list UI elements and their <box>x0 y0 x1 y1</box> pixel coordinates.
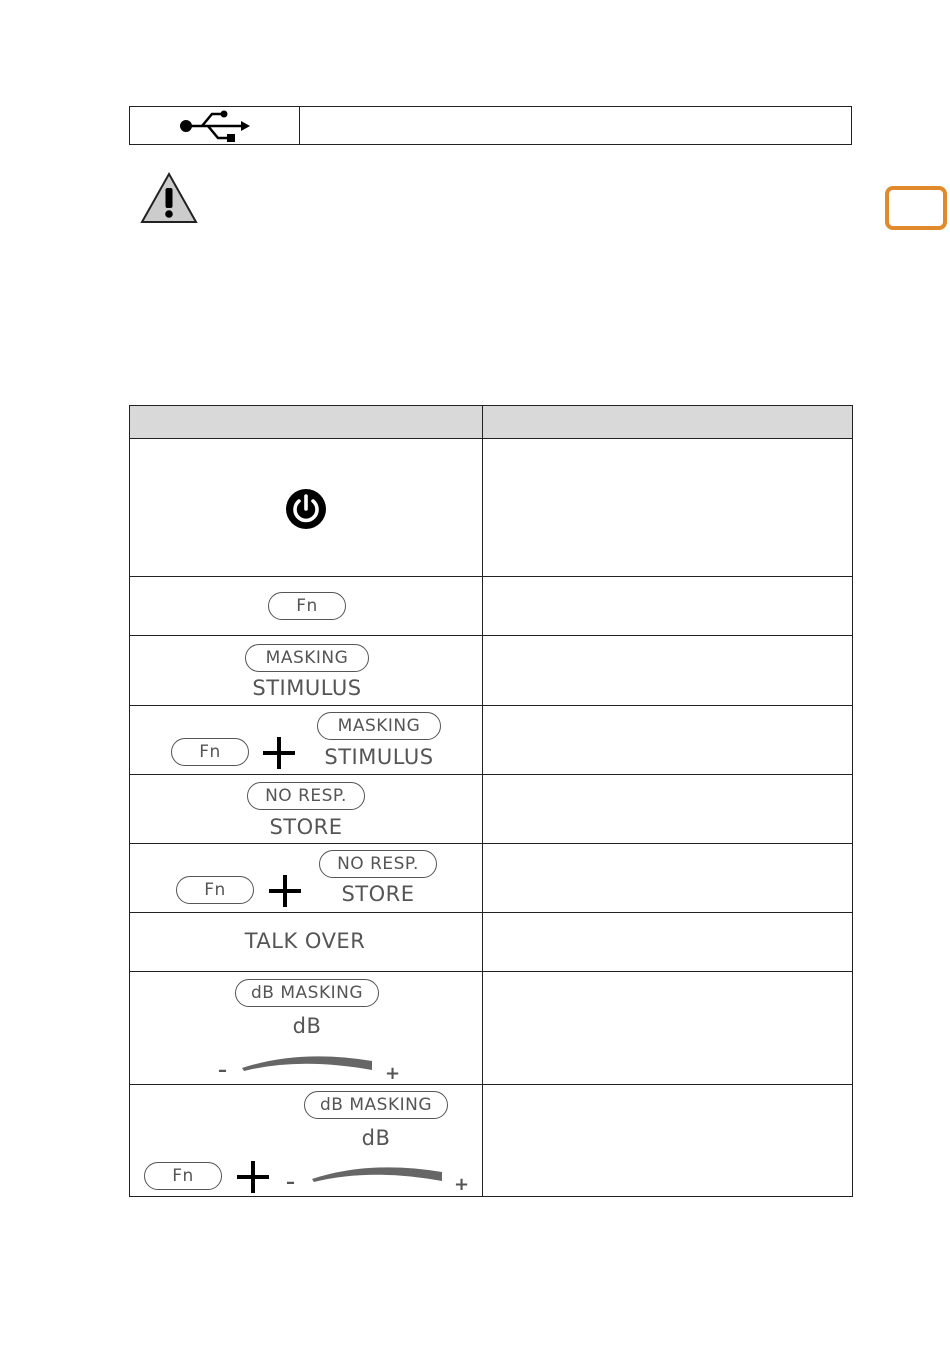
table-row-db-masking <box>129 972 853 1085</box>
table-row-fn <box>129 577 853 636</box>
talk-over-description <box>483 913 852 971</box>
db-label: dB <box>292 1014 322 1038</box>
plus-sign: + <box>454 1174 470 1195</box>
controls-table <box>129 405 853 1197</box>
stimulus-label: STIMULUS <box>324 745 434 769</box>
power-description <box>483 439 852 576</box>
warning-triangle-icon <box>139 171 199 225</box>
fn-masking-stimulus-description <box>483 706 852 774</box>
no-resp-key[interactable]: NO RESP. <box>319 850 437 878</box>
header-control <box>130 406 483 438</box>
plus-icon <box>237 1161 269 1193</box>
fn-key[interactable]: Fn <box>144 1162 222 1190</box>
usb-description <box>300 107 851 144</box>
store-label: STORE <box>341 882 415 906</box>
db-masking-key[interactable]: dB MASKING <box>235 979 379 1007</box>
fn-key[interactable]: Fn <box>176 876 254 904</box>
usb-info-row <box>129 106 852 145</box>
minus-sign: – <box>286 1172 295 1193</box>
table-row-talk-over <box>129 913 853 972</box>
db-dial[interactable] <box>310 1162 446 1184</box>
table-row-masking-stimulus <box>129 636 853 706</box>
chapter-tab <box>885 186 947 230</box>
usb-icon-cell <box>130 107 300 144</box>
stimulus-label: STIMULUS <box>252 676 362 700</box>
no-resp-key[interactable]: NO RESP. <box>247 782 365 810</box>
masking-stimulus-description <box>483 636 852 705</box>
fn-key[interactable]: Fn <box>171 738 249 766</box>
plus-sign: + <box>385 1063 401 1084</box>
table-row-fn-masking-stimulus <box>129 706 853 775</box>
db-masking-key[interactable]: dB MASKING <box>304 1091 448 1119</box>
table-row-fn-db-masking <box>129 1085 853 1197</box>
power-icon <box>285 488 327 530</box>
fn-description <box>483 577 852 635</box>
fn-no-resp-store-description <box>483 844 852 912</box>
fn-db-masking-description <box>483 1085 852 1196</box>
masking-key[interactable]: MASKING <box>245 644 369 672</box>
plus-icon <box>269 875 301 907</box>
talk-over-label[interactable]: TALK OVER <box>244 929 366 953</box>
no-resp-store-description <box>483 775 852 843</box>
db-label: dB <box>361 1126 391 1150</box>
header-function <box>483 406 852 438</box>
db-masking-description <box>483 972 852 1084</box>
table-header <box>129 405 853 439</box>
table-row-fn-no-resp-store <box>129 844 853 913</box>
usb-icon <box>178 108 252 144</box>
table-row-power <box>129 439 853 577</box>
store-label: STORE <box>269 815 343 839</box>
masking-key[interactable]: MASKING <box>317 712 441 740</box>
db-dial[interactable] <box>240 1051 376 1073</box>
fn-key[interactable]: Fn <box>268 592 346 620</box>
plus-icon <box>263 737 295 769</box>
minus-sign: – <box>218 1060 227 1081</box>
table-row-no-resp-store <box>129 775 853 844</box>
